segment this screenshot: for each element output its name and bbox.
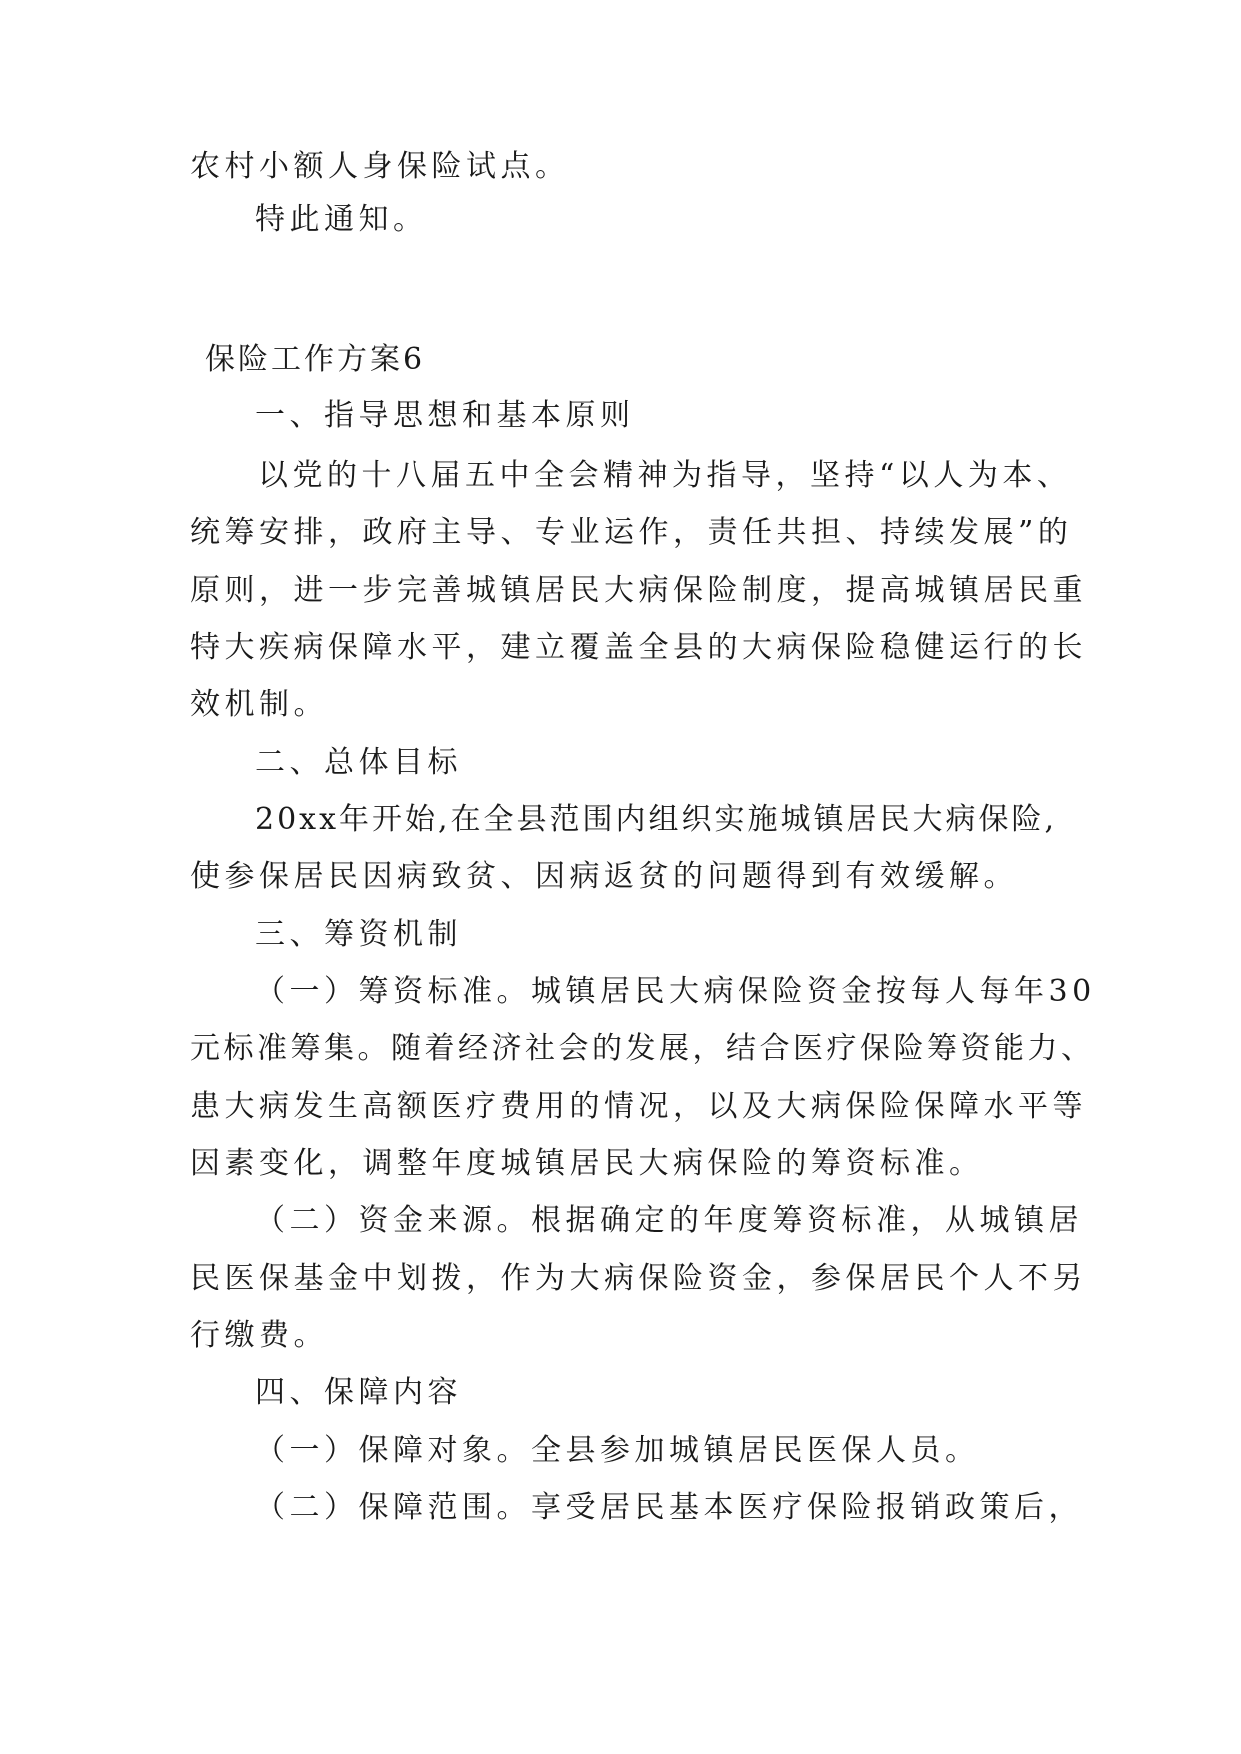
text-line: 患大病发生高额医疗费用的情况，以及大病保险保障水平等 — [190, 1089, 1087, 1124]
text-line: （二）保障范围。享受居民基本医疗保险报销政策后， — [255, 1490, 1083, 1525]
section-heading: 四、保障内容 — [255, 1375, 462, 1410]
section-heading: 三、筹资机制 — [255, 917, 462, 952]
text-line: 民医保基金中划拨，作为大病保险资金，参保居民个人不另 — [190, 1261, 1087, 1296]
text-line: 原则，进一步完善城镇居民大病保险制度，提高城镇居民重 — [190, 573, 1087, 608]
text-line: 元标准筹集。随着经济社会的发展，结合医疗保险筹资能力、 — [190, 1031, 1095, 1066]
text-line: 效机制。 — [190, 687, 328, 722]
text-line: 使参保居民因病致贫、因病返贫的问题得到有效缓解。 — [190, 859, 1018, 894]
text-line: （一）保障对象。全县参加城镇居民医保人员。 — [255, 1433, 980, 1468]
text-line: 因素变化，调整年度城镇居民大病保险的筹资标准。 — [190, 1146, 984, 1181]
section-heading: 二、总体目标 — [255, 745, 462, 780]
text-line: 行缴费。 — [190, 1318, 328, 1353]
text-line: 20xx年开始,在全县范围内组织实施城镇居民大病保险, — [255, 802, 1058, 837]
section-heading: 一、指导思想和基本原则 — [255, 398, 635, 433]
text-line: 统筹安排，政府主导、专业运作，责任共担、持续发展”的 — [190, 515, 1073, 550]
text-line: 农村小额人身保险试点。 — [190, 149, 570, 184]
text-line: 以党的十八届五中全会精神为指导，坚持“以人为本、 — [258, 458, 1072, 493]
text-line: （一）筹资标准。城镇居民大病保险资金按每人每年30 — [255, 974, 1096, 1009]
text-line: 特大疾病保障水平，建立覆盖全县的大病保险稳健运行的长 — [190, 630, 1087, 665]
text-line: 特此通知。 — [255, 202, 428, 237]
section-title: 保险工作方案6 — [205, 342, 426, 377]
text-line: （二）资金来源。根据确定的年度筹资标准，从城镇居 — [255, 1203, 1083, 1238]
